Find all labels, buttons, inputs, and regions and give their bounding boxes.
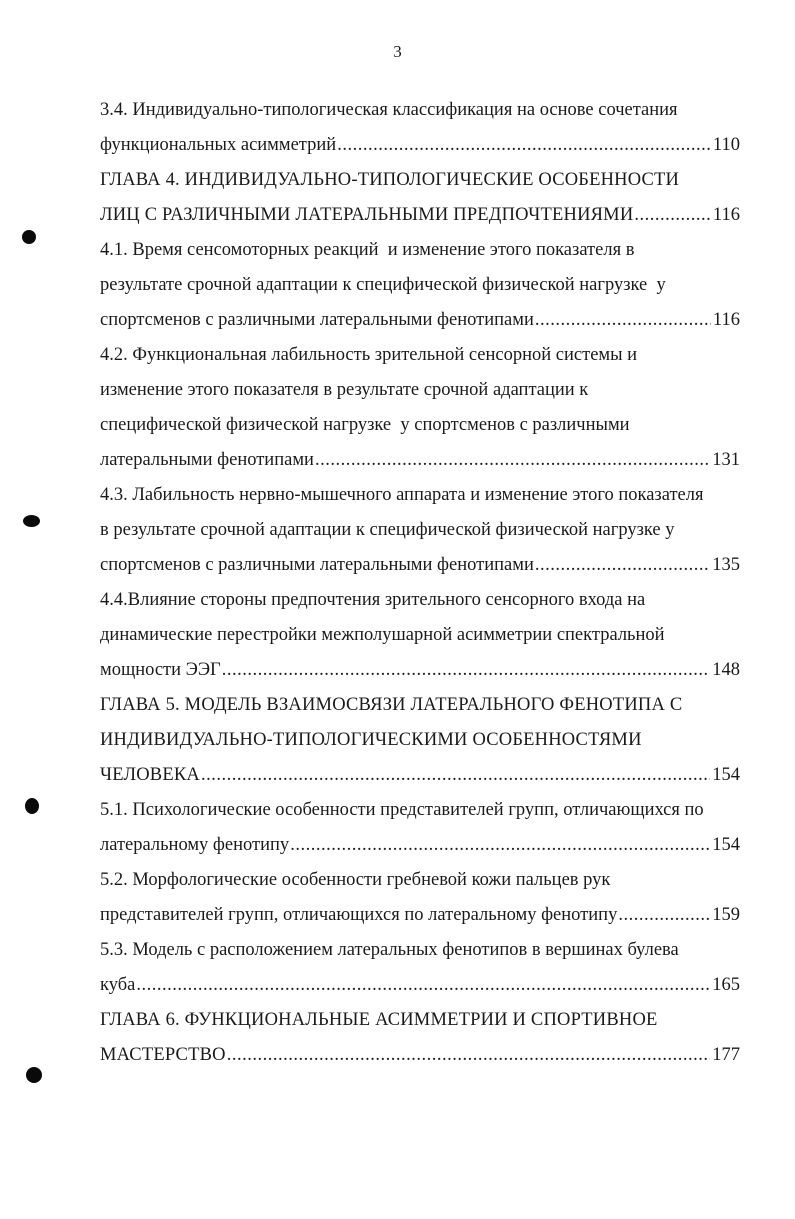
toc-entry-text: ГЛАВА 6. ФУНКЦИОНАЛЬНЫЕ АСИММЕТРИИ И СПОРТИВНОЕ	[100, 1010, 658, 1030]
toc-line	[100, 653, 740, 688]
toc-line	[100, 478, 740, 513]
dot-leader	[222, 653, 710, 688]
scan-blot-1	[22, 230, 36, 244]
toc-entry-text: спортсменов с различными латеральными фенотипами	[100, 555, 534, 575]
toc-entry-text: спортсменов с различными латеральными фенотипами	[100, 310, 534, 330]
toc-entry-text: динамические перестройки межполушарной асимметрии спектральной	[100, 625, 665, 645]
toc-entry-text: в результате срочной адаптации к специфической физической нагрузке у	[100, 520, 675, 540]
toc-line	[100, 863, 740, 898]
toc-page-number: 148	[712, 660, 740, 680]
toc-entry-text: 5.3. Модель с расположением латеральных фенотипов в вершинах булева	[100, 940, 679, 960]
dot-leader	[535, 303, 711, 338]
toc-chapter-line	[100, 1003, 740, 1038]
toc-entry-text: ЧЕЛОВЕКА	[100, 765, 200, 785]
toc-line	[100, 373, 740, 408]
toc-line	[100, 548, 740, 583]
toc-chapter-line	[100, 1038, 740, 1073]
toc-page-number: 131	[712, 450, 740, 470]
scan-blot-3	[25, 798, 39, 814]
toc-line	[100, 408, 740, 443]
toc-line	[100, 338, 740, 373]
dot-leader	[315, 443, 710, 478]
toc-entry-text: 4.1. Время сенсомоторных реакций и изменение этого показателя в	[100, 240, 635, 260]
toc-line	[100, 233, 740, 268]
toc-entry-text: 4.2. Функциональная лабильность зрительной сенсорной системы и	[100, 345, 638, 365]
toc-entry-text: мощности ЭЭГ	[100, 660, 221, 680]
toc-page-number: 159	[712, 905, 740, 925]
toc-page-number: 177	[712, 1045, 740, 1065]
toc-line	[100, 93, 740, 128]
toc-entry-text: 5.2. Морфологические особенности гребневой кожи пальцев рук	[100, 870, 611, 890]
dot-leader	[227, 1038, 711, 1073]
dot-leader	[618, 898, 710, 933]
dot-leader	[201, 758, 710, 793]
toc-line	[100, 898, 740, 933]
dot-leader	[634, 198, 711, 233]
page-number: 3	[393, 42, 402, 61]
toc-line	[100, 618, 740, 653]
toc-line	[100, 128, 740, 163]
toc-line	[100, 793, 740, 828]
toc-page-number: 116	[712, 205, 740, 225]
toc-line	[100, 968, 740, 1003]
toc-entry-text: представителей групп, отличающихся по латеральному фенотипу	[100, 905, 618, 925]
toc-line	[100, 268, 740, 303]
scan-blot-2	[23, 515, 40, 527]
dot-leader	[136, 968, 710, 1003]
dot-leader	[290, 828, 710, 863]
toc-line	[100, 828, 740, 863]
toc-line	[100, 583, 740, 618]
toc-page-number: 154	[712, 765, 740, 785]
toc-page-number: 165	[712, 975, 740, 995]
toc-entry-text: изменение этого показателя в результате срочной адаптации к	[100, 380, 589, 400]
toc-page-number: 116	[712, 310, 740, 330]
toc-line	[100, 303, 740, 338]
toc-entry-text: специфической физической нагрузке у спортсменов с различными	[100, 415, 630, 435]
scan-blot-4	[26, 1067, 42, 1083]
toc-entry-text: 4.3. Лабильность нервно-мышечного аппарата и изменение этого показателя	[100, 485, 704, 505]
toc-chapter-line	[100, 163, 740, 198]
toc-entry-text: ИНДИВИДУАЛЬНО-ТИПОЛОГИЧЕСКИМИ ОСОБЕННОСТЯМИ	[100, 730, 642, 750]
toc-line	[100, 933, 740, 968]
toc-entry-text: ЛИЦ С РАЗЛИЧНЫМИ ЛАТЕРАЛЬНЫМИ ПРЕДПОЧТЕНИЯМИ	[100, 205, 634, 225]
toc-chapter-line	[100, 198, 740, 233]
toc-chapter-line	[100, 758, 740, 793]
toc-entry-text: латеральному фенотипу	[100, 835, 290, 855]
toc-page-number: 154	[712, 835, 740, 855]
dot-leader	[535, 548, 710, 583]
toc-line	[100, 513, 740, 548]
toc-page-number: 135	[712, 555, 740, 575]
toc-chapter-line	[100, 688, 740, 723]
toc-entry-text: функциональных асимметрий	[100, 135, 337, 155]
toc-line	[100, 443, 740, 478]
dot-leader	[337, 128, 711, 163]
toc-entry-text: результате срочной адаптации к специфической физической нагрузке у	[100, 275, 666, 295]
toc-entry-text: 5.1. Психологические особенности представителей групп, отличающихся по	[100, 800, 704, 820]
toc-chapter-line	[100, 723, 740, 758]
toc-page-number: 110	[712, 135, 740, 155]
toc-entry-text: МАСТЕРСТВО	[100, 1045, 226, 1065]
toc-entry-text: 4.4.Влияние стороны предпочтения зрительного сенсорного входа на	[100, 590, 646, 610]
toc-entry-text: латеральными фенотипами	[100, 450, 314, 470]
toc-entry-text: куба	[100, 975, 136, 995]
toc-entry-text: 3.4. Индивидуально-типологическая классификация на основе сочетания	[100, 100, 678, 120]
toc-entry-text: ГЛАВА 4. ИНДИВИДУАЛЬНО-ТИПОЛОГИЧЕСКИЕ ОСОБЕННОСТИ	[100, 170, 680, 190]
toc-entry-text: ГЛАВА 5. МОДЕЛЬ ВЗАИМОСВЯЗИ ЛАТЕРАЛЬНОГО ФЕНОТИПА С	[100, 695, 683, 715]
table-of-contents	[100, 93, 740, 1073]
